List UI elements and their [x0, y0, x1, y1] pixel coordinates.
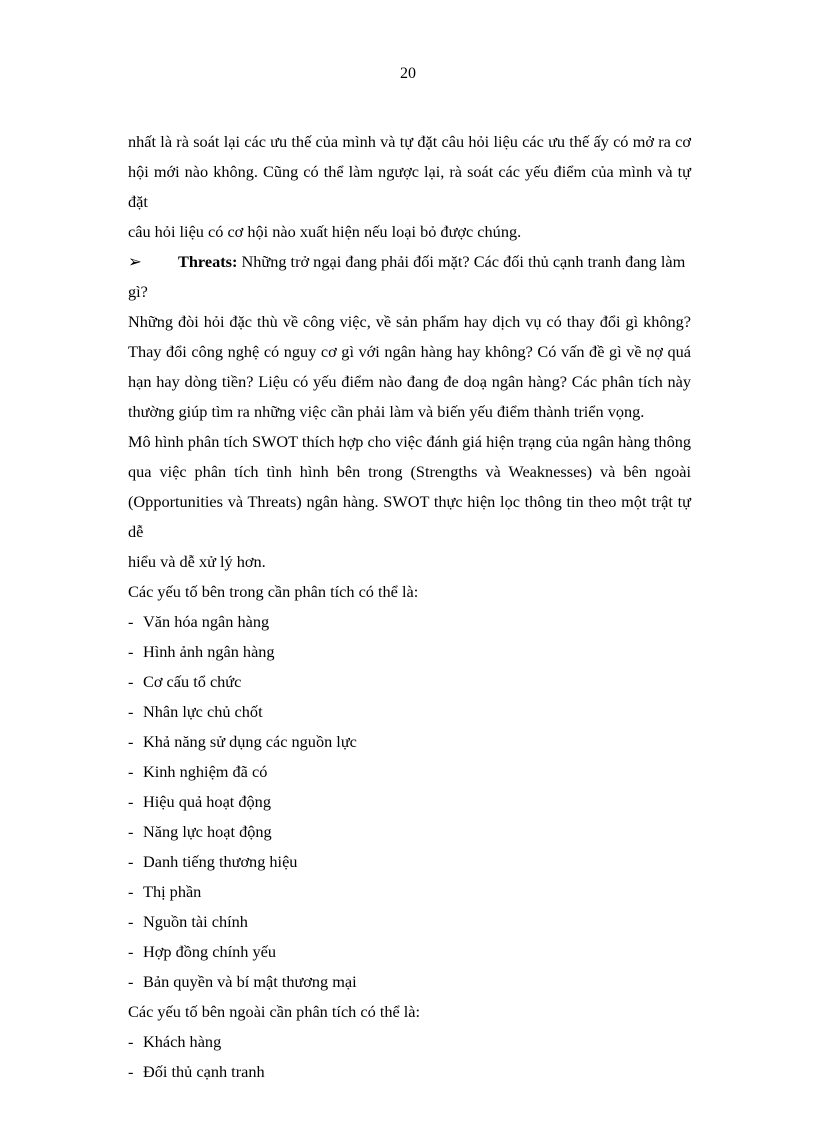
- dash-bullet: -: [128, 672, 134, 691]
- list-item-text: Cơ cấu tổ chức: [143, 672, 242, 691]
- list-item: [128, 637, 691, 667]
- list-item-text: Đối thủ cạnh tranh: [143, 1062, 265, 1081]
- para2-line: (Opportunities và Threats) ngân hàng. SWOT thực hiện lọc thông tin theo một trật tự dễ: [128, 492, 691, 541]
- dash-bullet: -: [128, 1062, 134, 1081]
- list-item-text: Thị phần: [143, 882, 202, 901]
- list-item-text: Danh tiếng thương hiệu: [143, 852, 298, 871]
- threats-line: hạn hay dòng tiền? Liệu có yếu điểm nào đang đe doạ ngân hàng? Các phân tích này: [128, 372, 691, 391]
- arrow-bullet-icon: ➢: [128, 252, 142, 271]
- list-item: [128, 757, 691, 787]
- internal-factors-list: [128, 607, 691, 997]
- para1-line: câu hỏi liệu có cơ hội nào xuất hiện nếu loại bỏ được chúng.: [128, 222, 522, 241]
- list-item: [128, 787, 691, 817]
- dash-bullet: -: [128, 702, 134, 721]
- list-item: [128, 877, 691, 907]
- list-item: [128, 967, 691, 997]
- list-item: [128, 847, 691, 877]
- dash-bullet: -: [128, 942, 134, 961]
- list-item-text: Văn hóa ngân hàng: [143, 612, 270, 631]
- para2-line: Mô hình phân tích SWOT thích hợp cho việc đánh giá hiện trạng của ngân hàng thông: [128, 432, 691, 451]
- list-item: [128, 937, 691, 967]
- page-body: [128, 127, 691, 1087]
- list-item-text: Kinh nghiệm đã có: [143, 762, 268, 781]
- list-item: [128, 1027, 691, 1057]
- dash-bullet: -: [128, 972, 134, 991]
- dash-bullet: -: [128, 612, 134, 631]
- list-item-text: Hợp đồng chính yếu: [143, 942, 276, 961]
- threats-line: thường giúp tìm ra những việc cần phải làm và biến yếu điểm thành triển vọng.: [128, 402, 645, 421]
- dash-bullet: -: [128, 732, 134, 751]
- page-number: 20: [400, 65, 416, 82]
- list-item: [128, 1057, 691, 1087]
- external-heading: Các yếu tố bên ngoài cần phân tích có thể là:: [128, 1002, 421, 1021]
- list-item: [128, 817, 691, 847]
- list-item: [128, 697, 691, 727]
- dash-bullet: -: [128, 642, 134, 661]
- dash-bullet: -: [128, 792, 134, 811]
- list-item-text: Hình ảnh ngân hàng: [143, 642, 275, 661]
- list-item-text: Nhân lực chủ chốt: [143, 702, 263, 721]
- list-item-text: Bản quyền và bí mật thương mại: [143, 972, 357, 991]
- list-item-text: Khách hàng: [143, 1032, 222, 1051]
- list-item: [128, 727, 691, 757]
- list-item: [128, 667, 691, 697]
- threats-first-line: Những trở ngại đang phải đối mặt? Các đối thủ cạnh tranh đang làm gì?: [128, 252, 686, 301]
- dash-bullet: -: [128, 852, 134, 871]
- dash-bullet: -: [128, 912, 134, 931]
- dash-bullet: -: [128, 822, 134, 841]
- threats-term: Threats:: [178, 252, 238, 271]
- dash-bullet: -: [128, 1032, 134, 1051]
- dash-bullet: -: [128, 882, 134, 901]
- list-item: [128, 607, 691, 637]
- list-item-text: Hiệu quả hoạt động: [143, 792, 271, 811]
- list-item-text: Nguồn tài chính: [143, 912, 248, 931]
- internal-heading: Các yếu tố bên trong cần phân tích có thể là:: [128, 582, 419, 601]
- external-factors-list: [128, 1027, 691, 1087]
- para1-line: nhất là rà soát lại các ưu thế của mình và tự đặt câu hỏi liệu các ưu thế ấy có mở ra cơ: [128, 132, 691, 151]
- para2-line: qua việc phân tích tình hình bên trong (Strengths và Weaknesses) và bên ngoài: [128, 462, 691, 481]
- list-item-text: Khả năng sử dụng các nguồn lực: [143, 732, 357, 751]
- threats-line: Thay đổi công nghệ có nguy cơ gì với ngân hàng hay không? Có vấn đề gì về nợ quá: [128, 342, 691, 361]
- threats-line: Những đòi hỏi đặc thù về công việc, về sản phẩm hay dịch vụ có thay đổi gì không?: [128, 312, 691, 331]
- list-item-text: Năng lực hoạt động: [143, 822, 272, 841]
- list-item: [128, 907, 691, 937]
- threats-bullet: [128, 247, 691, 307]
- dash-bullet: -: [128, 762, 134, 781]
- para2-line: hiểu và dễ xử lý hơn.: [128, 552, 266, 571]
- para1-line: hội mới nào không. Cũng có thể làm ngược lại, rà soát các yếu điểm của mình và tự đặt: [128, 162, 691, 211]
